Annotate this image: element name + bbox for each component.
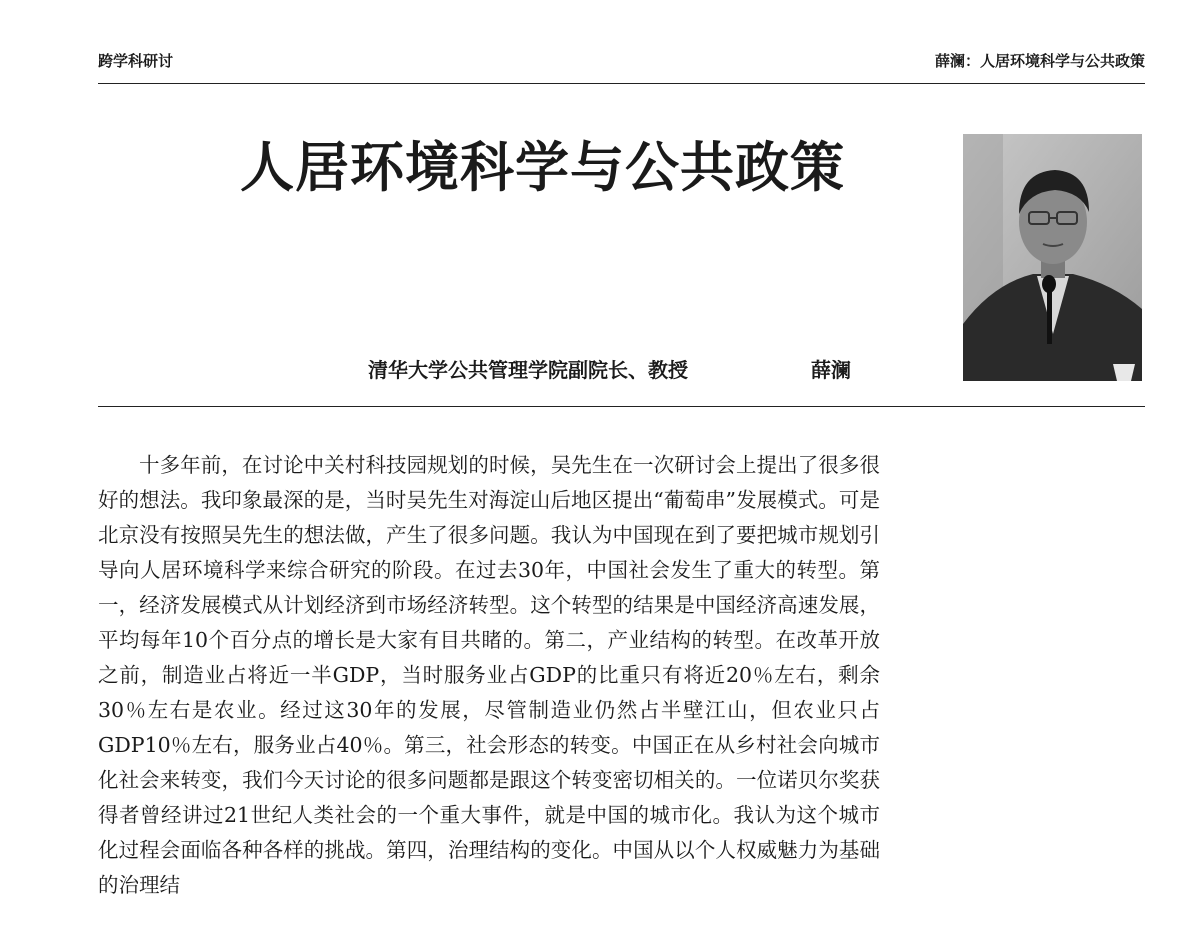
header-rule <box>98 83 1145 84</box>
running-header <box>98 48 1145 72</box>
running-title: 薛澜：人居环境科学与公共政策 <box>934 51 1145 70</box>
byline <box>368 354 868 384</box>
section-label: 跨学科研讨 <box>98 51 174 70</box>
author-affiliation: 清华大学公共管理学院副院长、教授 <box>368 358 688 382</box>
article-body: 十多年前，在讨论中关村科技园规划的时候，吴先生在一次研讨会上提出了很多很好的想法。我印象最深的是，当时吴先生对海淀山后地区提出“葡萄串”发展模式。可是北京没有按照吴先生的想法做，产生了很多问题。我认为中国现在到了要把城市规划引导向人居环境科学来综合研究的阶段。在过去30年，中国社会发生了重大的转型。第一，经济发展模式从计划经济到市场经济转型。这个转型的结果是中国经济高速发展，平均每年10个百分点的增长是大家有目共睹的。第二，产业结构的转型。在改革开放之前，制造业占将近一半GDP，当时服务业占GDP的比重只有将近20％左右，剩余30％左右是农业。经过这30年的发展，尽管制造业仍然占半壁江山，但农业只占GDP10％左右，服务业占40％。第三，社会形态的转变。中国正在从乡村社会向城市化社会来转变，我们今天讨论的很多问题都是跟这个转变密切相关的。一位诺贝尔奖获得者曾经讲过21世纪人类社会的一个重大事件，就是中国的城市化。我认为这个城市化过程会面临各种各样的挑战。第四，治理结构的变化。中国从以个人权威魅力为基础的治理结 <box>98 453 880 897</box>
author-photo <box>963 134 1142 381</box>
byline-rule <box>98 406 1145 407</box>
author-name: 薛澜 <box>811 358 851 382</box>
article-title: 人居环境科学与公共政策 <box>240 136 845 199</box>
